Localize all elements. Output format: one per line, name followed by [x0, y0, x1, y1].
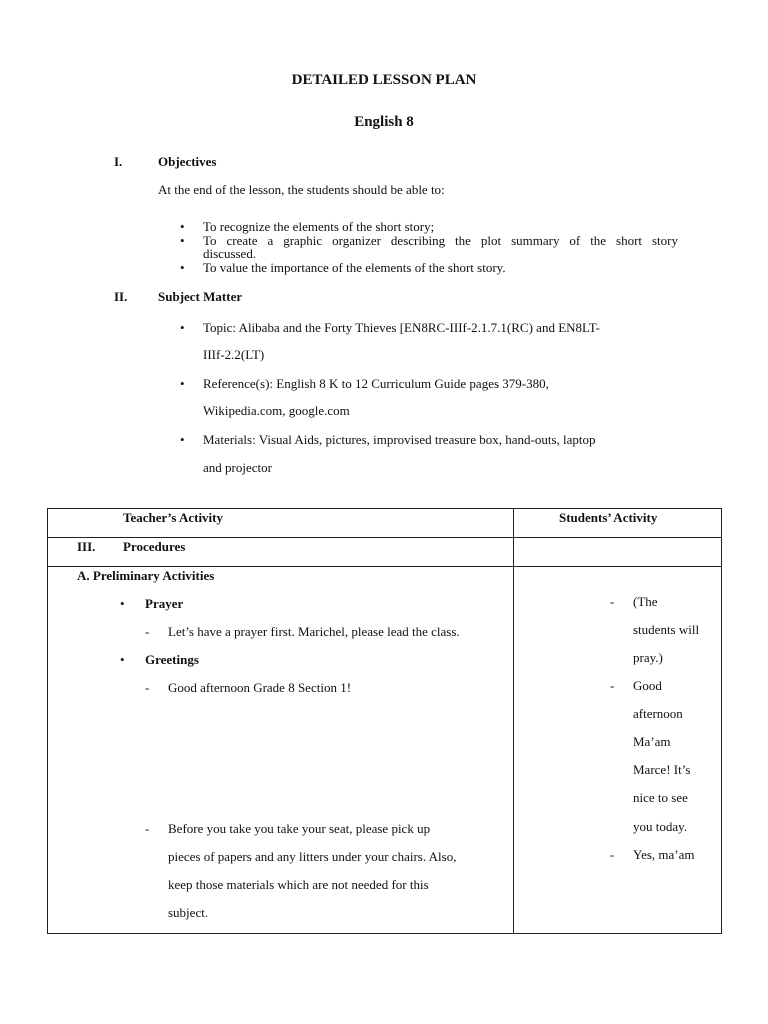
procedures-label: Procedures [123, 539, 186, 554]
objective-item-2-continued: discussed. [203, 246, 257, 261]
subject-matter-numeral: II. [114, 289, 128, 304]
seat-text-line-2: pieces of papers and any litters under your chairs. Also, [168, 849, 457, 864]
preliminary-activities-label: A. Preliminary Activities [77, 568, 215, 583]
objectives-intro: At the end of the lesson, the students should be able to: [158, 182, 445, 197]
topic-line-1: Topic: Alibaba and the Forty Thieves [EN8RC-IIIf-2.1.7.1(RC) and EN8LT- [203, 320, 600, 335]
dash-marker: - [145, 680, 150, 695]
bullet-icon: • [120, 596, 125, 611]
reference-line-2: Wikipedia.com, google.com [203, 403, 350, 418]
dash-marker: - [610, 678, 615, 693]
procedures-numeral: III. [77, 539, 96, 554]
dash-marker: - [145, 821, 150, 836]
document-title: DETAILED LESSON PLAN [291, 72, 477, 88]
objective-item-1: To recognize the elements of the short story; [203, 219, 435, 234]
student-prayer-line-2: students will [633, 622, 700, 637]
student-prayer-line-3: pray.) [633, 650, 663, 665]
prayer-text: Let’s have a prayer first. Marichel, please lead the class. [168, 624, 460, 639]
bullet-icon: • [120, 652, 125, 667]
seat-text-line-3: keep those materials which are not needed for this [168, 877, 429, 892]
greetings-label: Greetings [145, 652, 199, 667]
dash-marker: - [610, 594, 615, 609]
document-subtitle: English 8 [354, 114, 414, 130]
student-greeting-line-1: Good [633, 678, 662, 693]
student-yes-response: Yes, ma’am [633, 847, 695, 862]
student-greeting-line-5: nice to see [633, 790, 688, 805]
bullet-icon: • [180, 320, 185, 335]
students-activity-header: Students’ Activity [559, 510, 658, 525]
seat-text-line-4: subject. [168, 905, 209, 920]
student-greeting-line-2: afternoon [633, 706, 683, 721]
student-greeting-line-4: Marce! It’s [633, 762, 691, 777]
student-greeting-line-3: Ma’am [633, 734, 671, 749]
seat-text-line-1: Before you take you take your seat, please pick up [168, 821, 431, 836]
objective-item-2: To create a graphic organizer describing the plot summary of the short story [203, 233, 678, 248]
preliminary-students-cell [514, 567, 722, 934]
bullet-icon: • [180, 219, 185, 234]
prayer-label: Prayer [145, 596, 184, 611]
teacher-activity-header-cell [48, 509, 514, 538]
dash-marker: - [145, 624, 150, 639]
student-greeting-line-6: you today. [633, 819, 688, 834]
student-prayer-line-1: (The [633, 594, 658, 609]
procedures-cell [48, 538, 514, 567]
greetings-text: Good afternoon Grade 8 Section 1! [168, 680, 352, 695]
objectives-heading: Objectives [158, 154, 217, 169]
students-activity-header-cell [514, 509, 722, 538]
materials-line-2: and projector [203, 460, 272, 475]
procedures-students-cell [514, 538, 722, 567]
materials-line-1: Materials: Visual Aids, pictures, improvised treasure box, hand-outs, laptop [203, 432, 596, 447]
bullet-icon: • [180, 233, 185, 248]
subject-matter-heading: Subject Matter [158, 289, 243, 304]
reference-line-1: Reference(s): English 8 K to 12 Curriculum Guide pages 379-380, [203, 376, 549, 391]
topic-line-2: IIIf-2.2(LT) [203, 347, 265, 362]
objectives-numeral: I. [114, 154, 123, 169]
bullet-icon: • [180, 432, 185, 447]
preliminary-teacher-cell [48, 567, 514, 934]
objective-item-3: To value the importance of the elements of the short story. [203, 260, 506, 275]
bullet-icon: • [180, 376, 185, 391]
dash-marker: - [610, 847, 615, 862]
bullet-icon: • [180, 260, 185, 275]
procedures-table [47, 508, 722, 934]
teacher-activity-header: Teacher’s Activity [123, 510, 224, 525]
